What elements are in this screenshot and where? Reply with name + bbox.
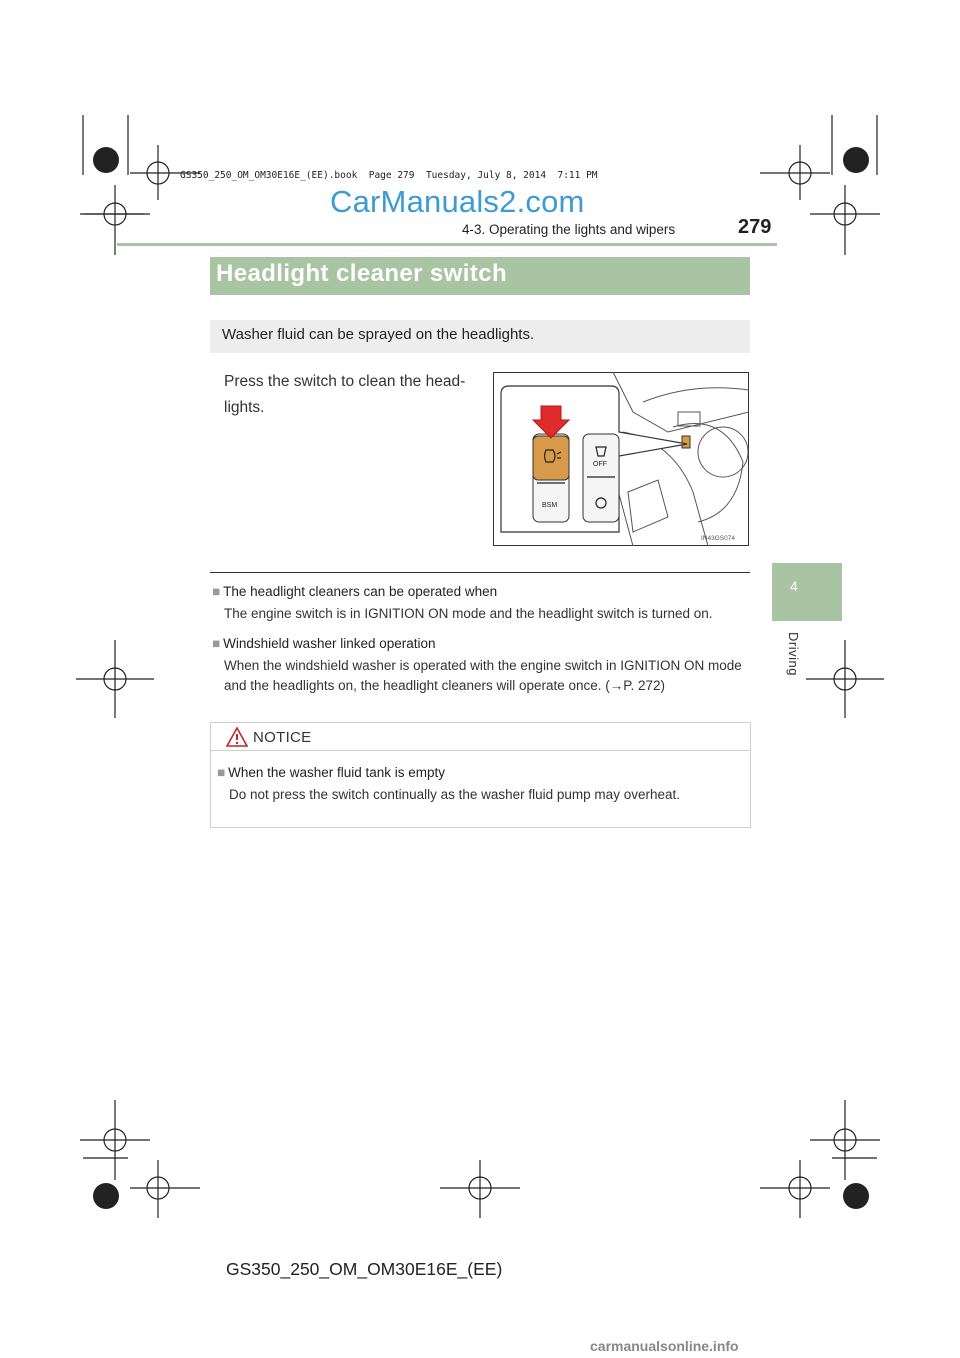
chapter-label: Driving: [786, 632, 801, 676]
header-rule: [117, 243, 777, 246]
square-bullet-icon: ■: [212, 584, 221, 599]
square-bullet-icon: ■: [217, 765, 226, 780]
notes-divider: [210, 572, 750, 573]
square-bullet-icon: ■: [212, 636, 221, 651]
note-heading: Windshield washer linked operation: [223, 636, 436, 651]
note-block-1: [212, 584, 752, 624]
subtitle: Washer fluid can be sprayed on the headlights.: [222, 326, 535, 343]
note-body: The engine switch is in IGNITION ON mode and the headlight switch is turned on.: [224, 606, 713, 621]
notice-body: Do not press the switch continually as the washer fluid pump may overheat.: [229, 787, 680, 802]
notice-rule: [211, 750, 750, 751]
notice-label: NOTICE: [253, 729, 312, 746]
print-info-line: GS350_250_OM_OM30E16E_(EE).book Page 279 Tuesday, July 8, 2014 7:11 PM: [180, 170, 598, 181]
watermark-top: CarManuals2.com: [330, 184, 585, 219]
chapter-tab: [772, 563, 842, 621]
switch-illustration: [493, 372, 749, 546]
notice-content: [217, 765, 737, 805]
watermark-bottom: carmanualsonline.info: [590, 1338, 739, 1354]
note-body: When the windshield washer is operated with the engine switch in IGNITION ON mode and the headlights on, the headlight cleaners will operate once. (→P. 272): [224, 658, 742, 693]
bsm-label: BSM: [542, 502, 558, 509]
page-number: 279: [738, 216, 772, 238]
notice-heading: When the washer fluid tank is empty: [228, 765, 446, 780]
figure-code: IN43GS074: [701, 535, 735, 542]
warning-triangle-icon: [226, 727, 248, 747]
intro-text: Press the switch to clean the head-lights.: [224, 373, 466, 416]
footer-doc-code: GS350_250_OM_OM30E16E_(EE): [226, 1259, 503, 1279]
chapter-number: 4: [790, 578, 798, 594]
section-name: 4-3. Operating the lights and wipers: [462, 222, 676, 237]
note-block-2: [212, 636, 752, 696]
page-title: Headlight cleaner switch: [216, 260, 508, 287]
off-label: OFF: [593, 461, 607, 468]
note-heading: The headlight cleaners can be operated when: [223, 584, 498, 599]
